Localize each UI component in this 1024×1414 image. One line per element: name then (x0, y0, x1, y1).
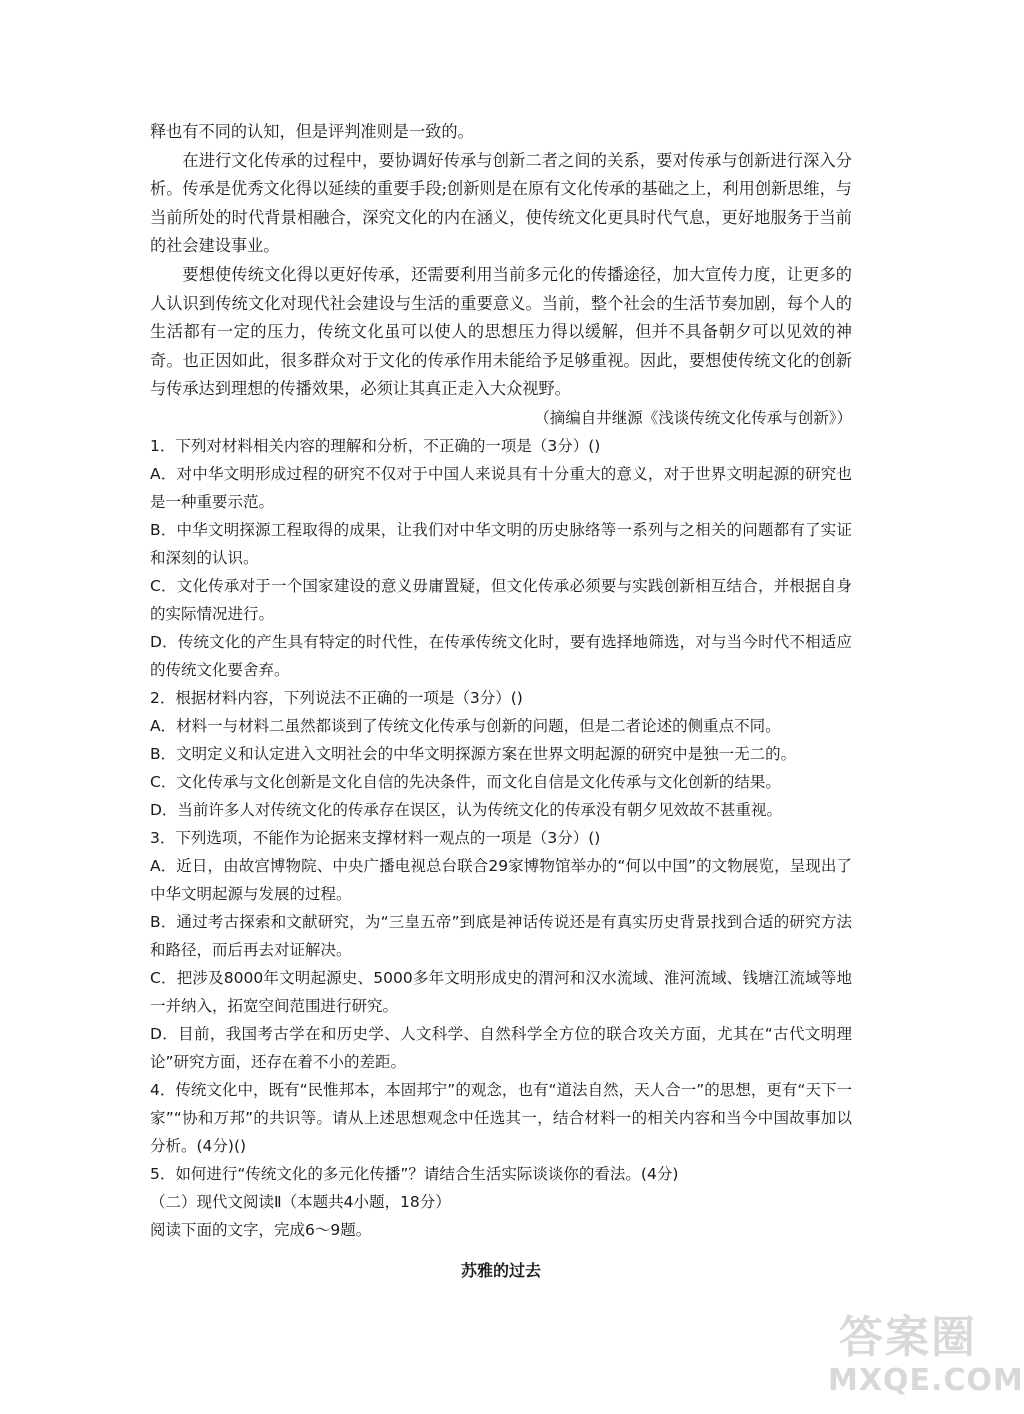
passage-paragraph-2: 在进行文化传承的过程中，要协调好传承与创新二者之间的关系，要对传承与创新进行深入分析。传承是优秀文化得以延续的重要手段;创新则是在原有文化传承的基础之上，利用创新思维，与当前所处的时代背景相融合，深究文化的内在涵义，使传统文化更具时代气息，更好地服务于当前的社会建设事业。 (150, 150, 852, 256)
question-5: 5．如何进行“传统文化的多元化传播”？请结合生活实际谈谈你的看法。(4分) (150, 1164, 679, 1183)
question-3-option-c: C．把涉及8000年文明起源史、5000多年文明形成史的渭河和汉水流域、淮河流域、钱塘江流域等地一并纳入，拓宽空间范围进行研究。 (150, 968, 852, 1015)
question-2-option-a: A．材料一与材料二虽然都谈到了传统文化传承与创新的问题，但是二者论述的侧重点不同。 (150, 716, 781, 735)
watermark-line-2: MXQE.COM (828, 1363, 1024, 1398)
reading-instruction: 阅读下面的文字，完成6～9题。 (150, 1220, 372, 1239)
question-2-option-b: B．文明定义和认定进入文明社会的中华文明探源方案在世界文明起源的研究中是独一无二的。 (150, 744, 797, 763)
question-1-option-d: D．传统文化的产生具有特定的时代性，在传承传统文化时，要有选择地筛选，对与当今时代不相适应的传统文化要舍弃。 (150, 632, 852, 679)
question-1-option-a: A．对中华文明形成过程的研究不仅对于中国人来说具有十分重大的意义，对于世界文明起源的研究也是一种重要示范。 (150, 464, 852, 511)
question-2-option-d: D．当前许多人对传统文化的传承存在误区，认为传统文化的传承没有朝夕见效故不甚重视。 (150, 800, 782, 819)
question-3: 3．下列选项，不能作为论据来支撑材料一观点的一项是（3分）() (150, 828, 601, 847)
site-watermark-logo (828, 1312, 1024, 1404)
question-1: 1．下列对材料相关内容的理解和分析，不正确的一项是（3分）() (150, 436, 601, 455)
question-4: 4．传统文化中，既有“民惟邦本，本固邦宁”的观念，也有“道法自然，天人合一”的思想，更有“天下一家”“协和万邦”的共识等。请从上述思想观念中任选其一，结合材料一的相关内容和当今中国故事加以分析。(4分)() (150, 1080, 852, 1155)
story-title: 苏雅的过去 (460, 1260, 541, 1280)
question-3-option-d: D．目前，我国考古学在和历史学、人文科学、自然科学全方位的联合攻关方面，尤其在“古代文明理论”研究方面，还存在着不小的差距。 (150, 1024, 852, 1071)
question-2: 2．根据材料内容，下列说法不正确的一项是（3分）() (150, 688, 523, 707)
passage-paragraph-1: 释也有不同的认知，但是评判准则是一致的。 (150, 122, 474, 141)
question-1-option-c: C．文化传承对于一个国家建设的意义毋庸置疑，但文化传承必须要与实践创新相互结合，并根据自身的实际情况进行。 (150, 576, 852, 623)
document-page (150, 118, 852, 1281)
watermark-line-1: 答案圈 (839, 1312, 977, 1363)
question-1-option-b: B．中华文明探源工程取得的成果，让我们对中华文明的历史脉络等一系列与之相关的问题都有了实证和深刻的认识。 (150, 520, 852, 567)
section-heading: （二）现代文阅读Ⅱ（本题共4小题，18分） (150, 1192, 451, 1211)
question-3-option-a: A．近日，由故宫博物院、中央广播电视总台联合29家博物馆举办的“何以中国”的文物展览，呈现出了中华文明起源与发展的过程。 (150, 856, 852, 903)
passage-source: （摘编自井继源《浅谈传统文化传承与创新》） (534, 408, 852, 427)
question-2-option-c: C．文化传承与文化创新是文化自信的先决条件，而文化自信是文化传承与文化创新的结果。 (150, 772, 781, 791)
question-3-option-b: B．通过考古探索和文献研究，为“三皇五帝”到底是神话传说还是有真实历史背景找到合适的研究方法和路径，而后再去对证解决。 (150, 912, 852, 959)
passage-paragraph-3: 要想使传统文化得以更好传承，还需要利用当前多元化的传播途径，加大宣传力度，让更多的人认识到传统文化对现代社会建设与生活的重要意义。当前，整个社会的生活节奏加剧，每个人的生活都有一定的压力，传统文化虽可以使人的思想压力得以缓解，但并不具备朝夕可以见效的神奇。也正因如此，很多群众对于文化的传承作用未能给予足够重视。因此，要想使传统文化的创新与传承达到理想的传播效果，必须让其真正走入大众视野。 (150, 264, 852, 399)
